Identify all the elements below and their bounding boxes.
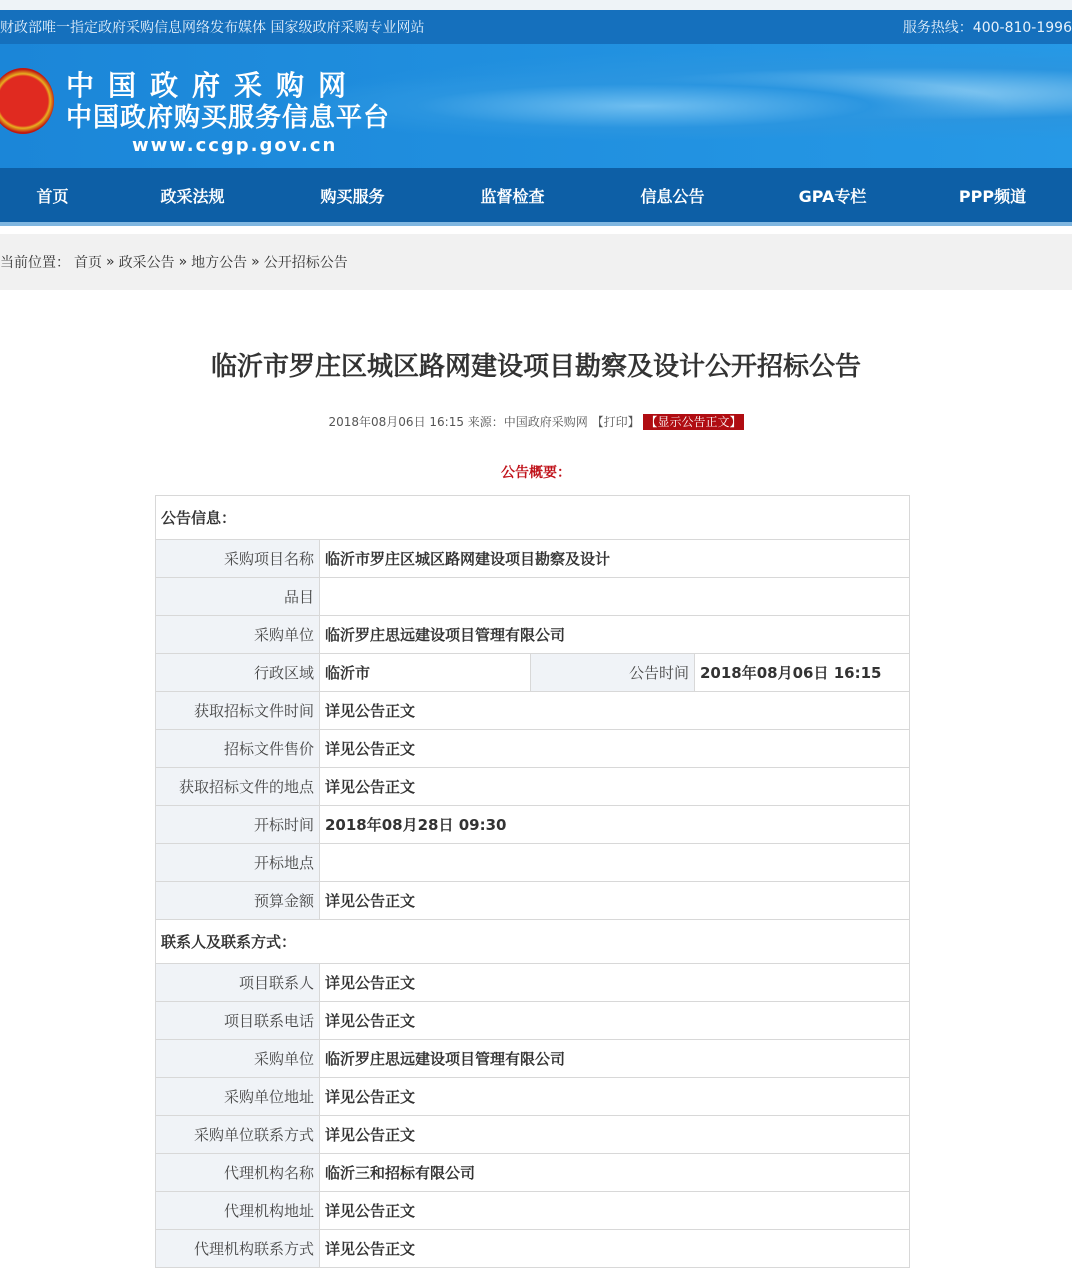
row-value: 临沂市 [320,654,531,692]
table-row [156,692,910,730]
breadcrumb-local[interactable]: 地方公告 [191,255,248,271]
row-value: 详见公告正文 [320,1230,910,1268]
table-row [156,1192,910,1230]
national-emblem-icon [0,68,54,134]
row-value: 详见公告正文 [320,1078,910,1116]
nav-regulations[interactable]: 政采法规 [160,186,225,206]
row-label: 采购单位联系方式 [156,1116,320,1154]
source: 来源：中国政府采购网 [467,415,588,429]
row-value [320,844,910,882]
banner [0,44,1072,168]
row-label: 行政区域 [156,654,320,692]
table-row [156,1230,910,1268]
breadcrumb-sep: » [251,254,260,270]
row-value: 详见公告正文 [320,882,910,920]
row-label: 代理机构联系方式 [156,1230,320,1268]
page-title: 临沂市罗庄区城区路网建设项目勘察及设计公开招标公告 [210,352,861,382]
table-row [156,964,910,1002]
site-slogan: 财政部唯一指定政府采购信息网络发布媒体 国家级政府采购专业网站 [0,20,425,36]
row-label: 品目 [156,578,320,616]
row-value: 临沂三和招标有限公司 [320,1154,910,1192]
main-nav [0,168,1072,226]
row-label: 采购项目名称 [156,540,320,578]
row-value: 详见公告正文 [320,692,910,730]
top-gap [0,0,1072,10]
table-row [156,616,910,654]
table-row [156,806,910,844]
row-label: 预算金额 [156,882,320,920]
breadcrumb [0,234,1072,290]
row-label: 采购单位地址 [156,1078,320,1116]
show-full-text-button[interactable]: 【显示公告正文】 [645,415,742,429]
service-hotline: 服务热线：400-810-1996 [902,20,1072,36]
row-value: 详见公告正文 [320,1002,910,1040]
table-row [156,844,910,882]
table-row [156,578,910,616]
section-row [156,920,910,964]
row-value: 临沂罗庄思远建设项目管理有限公司 [320,1040,910,1078]
print-link[interactable]: 【打印】 [591,415,640,429]
row-label: 代理机构名称 [156,1154,320,1192]
section-heading: 公告信息： [156,496,910,540]
nav-ppp[interactable]: PPP频道 [958,186,1027,206]
row-value: 详见公告正文 [320,1116,910,1154]
section-row [156,496,910,540]
nav-purchase-service[interactable]: 购买服务 [320,186,385,206]
row-value: 详见公告正文 [320,730,910,768]
row-value [320,578,910,616]
row-label: 采购单位 [156,1040,320,1078]
row-value: 2018年08月06日 16:15 [695,654,910,692]
breadcrumb-procurement[interactable]: 政采公告 [118,255,175,271]
site-header [0,10,1072,226]
table-row [156,768,910,806]
announcement-table [155,495,910,1268]
row-label: 获取招标文件时间 [156,692,320,730]
nav-gpa[interactable]: GPA专栏 [798,186,867,206]
row-label: 代理机构地址 [156,1192,320,1230]
table-row [156,1002,910,1040]
table-row [156,1116,910,1154]
row-value: 详见公告正文 [320,768,910,806]
row-label: 开标地点 [156,844,320,882]
article-meta [0,413,1072,430]
row-label: 获取招标文件的地点 [156,768,320,806]
row-label: 采购单位 [156,616,320,654]
row-label: 项目联系电话 [156,1002,320,1040]
row-label: 项目联系人 [156,964,320,1002]
row-value: 详见公告正文 [320,964,910,1002]
logo-url: www.ccgp.gov.cn [132,135,338,156]
row-label: 招标文件售价 [156,730,320,768]
table-row [156,540,910,578]
table-row [156,1040,910,1078]
logo-line1: 中国政府采购网 [66,69,361,102]
nav-announcements[interactable]: 信息公告 [640,186,705,206]
breadcrumb-label: 当前位置： [0,255,70,271]
table-row [156,882,910,920]
table-row [156,1154,910,1192]
summary-heading: 公告概要： [501,465,571,481]
breadcrumb-sep: » [106,254,115,270]
table-row [156,1078,910,1116]
breadcrumb-current[interactable]: 公开招标公告 [263,255,348,271]
section-heading: 联系人及联系方式： [156,920,910,964]
publish-time: 2018年08月06日 16:15 [328,415,464,429]
table-row [156,654,910,692]
breadcrumb-home[interactable]: 首页 [74,255,102,271]
breadcrumb-sep: » [178,254,188,270]
row-value: 详见公告正文 [320,1192,910,1230]
table-row [156,730,910,768]
nav-home[interactable]: 首页 [36,186,69,206]
row-label: 开标时间 [156,806,320,844]
top-strip [0,10,1072,44]
nav-supervision[interactable]: 监督检查 [480,186,545,206]
row-value: 临沂罗庄思远建设项目管理有限公司 [320,616,910,654]
site-logo[interactable] [66,70,390,158]
row-value: 临沂市罗庄区城区路网建设项目勘察及设计 [320,540,910,578]
row-label: 公告时间 [531,654,695,692]
logo-line2: 中国政府购买服务信息平台 [66,103,391,133]
row-value: 2018年08月28日 09:30 [320,806,910,844]
